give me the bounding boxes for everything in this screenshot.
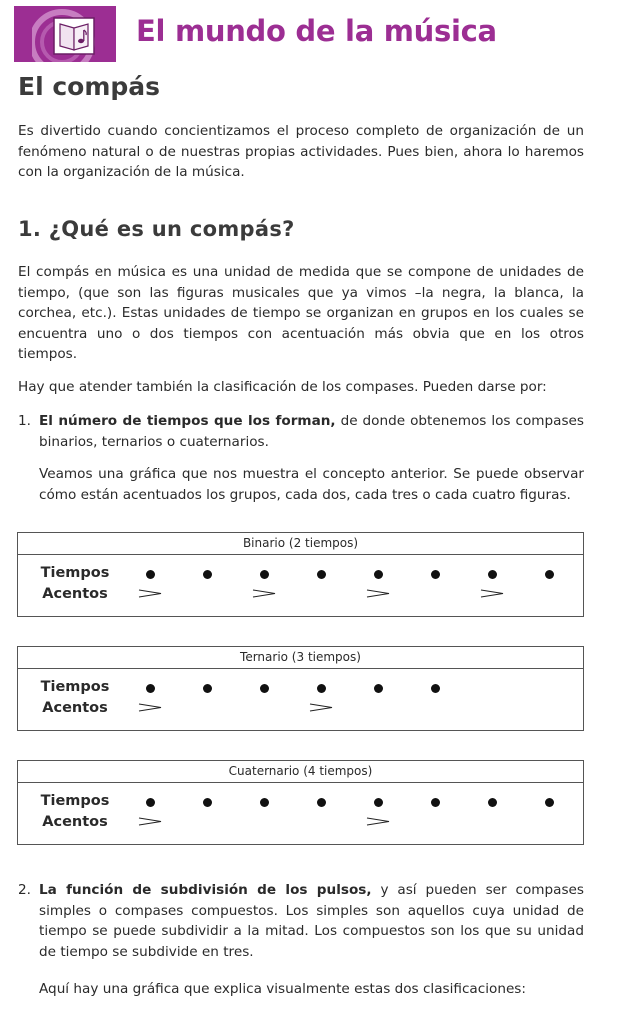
graph-binario (17, 532, 584, 617)
beat-dot (545, 798, 554, 807)
accent-mark (366, 589, 390, 598)
beat-dot (431, 684, 440, 693)
list-item-bold: La función de subdivisión de los pulsos, (39, 882, 372, 898)
accent-mark (252, 589, 276, 598)
accent-mark (138, 703, 162, 712)
graph-ternario (17, 646, 584, 731)
list-item-bold: El número de tiempos que los forman, (39, 413, 336, 429)
beat-dot (260, 798, 269, 807)
list-item-follow-up: Aquí hay una gráfica que explica visualmente estas dos clasificaciones: (39, 981, 526, 997)
graph-title: Cuaternario (4 tiempos) (18, 761, 583, 783)
beat-dot (317, 798, 326, 807)
beat-dot (146, 684, 155, 693)
list-item-text: de donde obtenemos los compases binarios, ternarios o cuaternarios. (39, 413, 584, 450)
section-title: El compás (18, 72, 161, 101)
row-label-acentos: Acentos (42, 700, 108, 716)
beat-dot (203, 684, 212, 693)
beat-dot (146, 570, 155, 579)
row-label-tiempos: Tiempos (40, 793, 110, 809)
beat-dot (374, 570, 383, 579)
beat-dot (431, 798, 440, 807)
accent-mark (309, 703, 333, 712)
beat-dot (203, 570, 212, 579)
beat-dot (203, 798, 212, 807)
accent-mark (366, 817, 390, 826)
graph-title: Binario (2 tiempos) (18, 533, 583, 555)
list-number: 2. (18, 882, 31, 898)
intro-paragraph: Es divertido cuando concientizamos el proceso completo de organización de un fenómeno natural o de nuestras propias actividades. Pues bien, ahora lo haremos con la organización de la música. (18, 123, 584, 180)
beat-dot (374, 798, 383, 807)
chapter-title: El mundo de la música (136, 14, 497, 48)
beat-dot (545, 570, 554, 579)
subsection-title: 1. ¿Qué es un compás? (18, 217, 295, 241)
graph-title: Ternario (3 tiempos) (18, 647, 583, 669)
beat-dot (488, 798, 497, 807)
list-item (39, 411, 584, 452)
row-label-tiempos: Tiempos (40, 565, 110, 581)
beat-dot (374, 684, 383, 693)
row-label-tiempos: Tiempos (40, 679, 110, 695)
list-item-follow-up: Veamos una gráfica que nos muestra el concepto anterior. Se puede observar cómo están acentuados los grupos, cada dos, cada tres o cada cuatro figuras. (39, 466, 584, 503)
classification-intro: Hay que atender también la clasificación de los compases. Pueden darse por: (18, 379, 547, 395)
beat-dot (146, 798, 155, 807)
accent-mark (138, 817, 162, 826)
beat-dot (260, 684, 269, 693)
music-book-icon (32, 6, 102, 62)
definition-paragraph: El compás en música es una unidad de medida que se compone de unidades de tiempo, (que son las figuras musicales que ya vimos –la negra, la blanca, la corchea, etc.). Estas unidades de tiempo se organizan en grupos en los cuales se encuentra uno o dos tiempos con acentuación más obvia que en los otros tiempos. (18, 264, 584, 362)
graph-cuaternario (17, 760, 584, 845)
beat-dot (317, 570, 326, 579)
list-number: 1. (18, 413, 31, 429)
beat-dot (431, 570, 440, 579)
list-item (39, 880, 584, 962)
row-label-acentos: Acentos (42, 814, 108, 830)
beat-dot (260, 570, 269, 579)
list-item-text: y así pueden ser compases simples o compases compuestos. Los simples son aquellos cuya unidad de tiempo se puede subdividir a la mitad. Los compuestos son los que su unidad de tiempo se subdivide en tres. (39, 882, 585, 960)
beat-dot (317, 684, 326, 693)
graph-body (18, 783, 583, 844)
row-label-acentos: Acentos (42, 586, 108, 602)
graph-body (18, 669, 583, 730)
beat-dot (488, 570, 497, 579)
accent-mark (138, 589, 162, 598)
graph-body (18, 555, 583, 616)
accent-mark (480, 589, 504, 598)
